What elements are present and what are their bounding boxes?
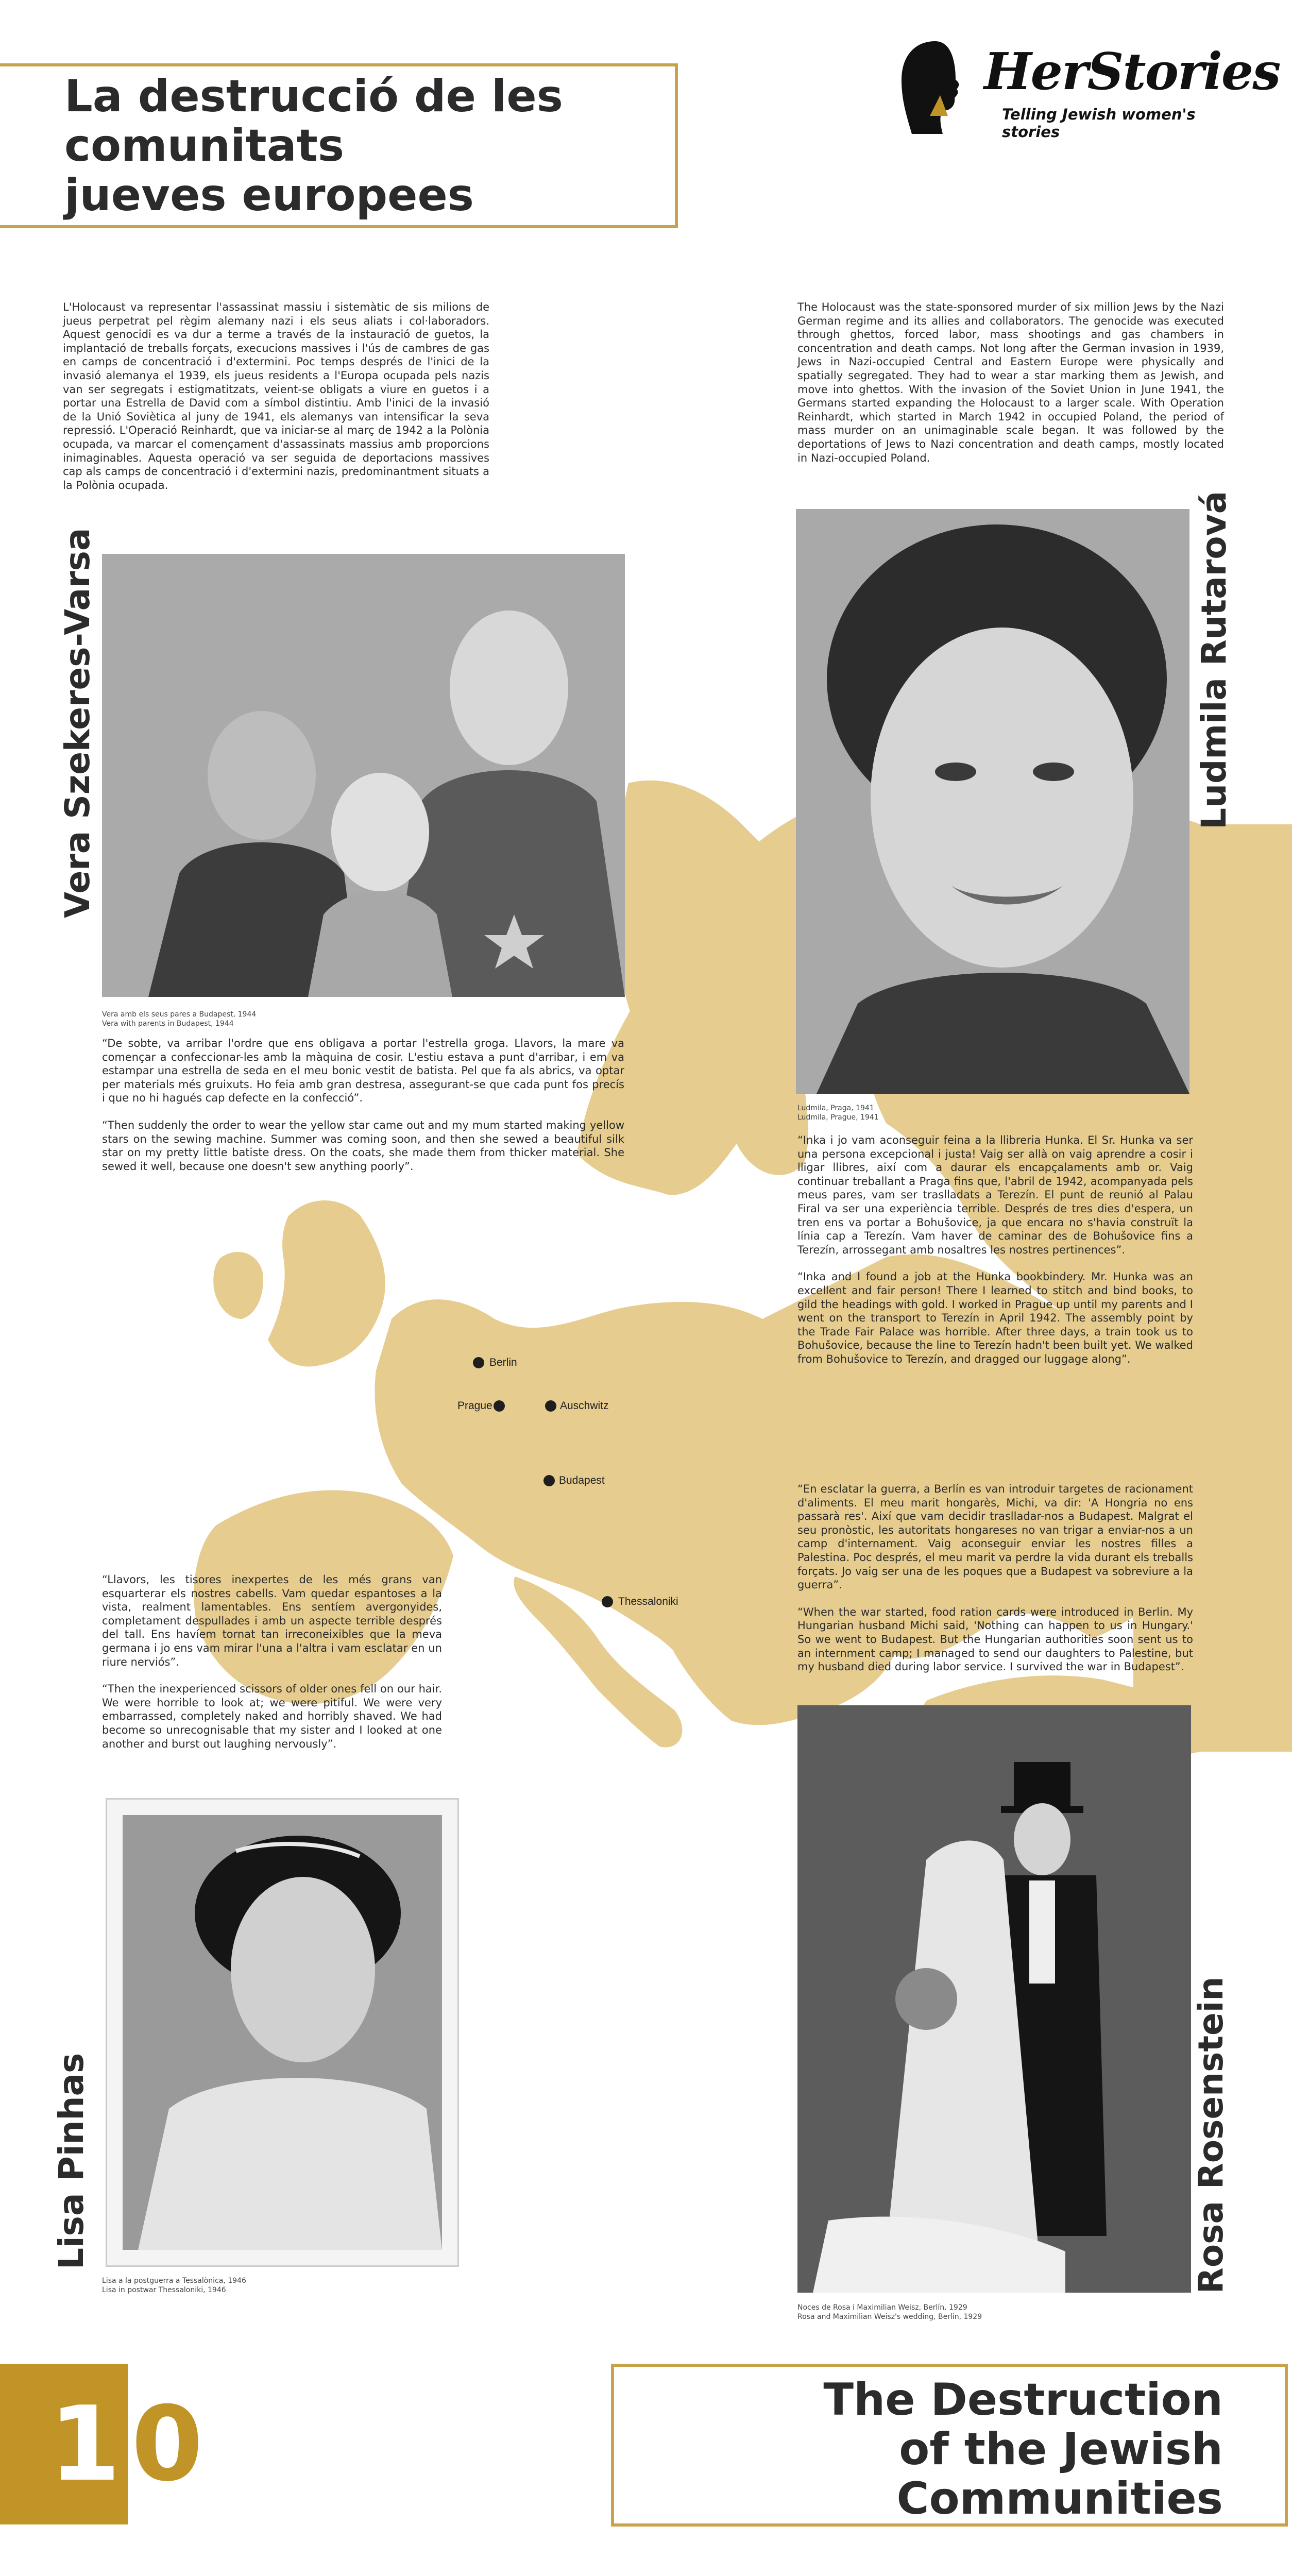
quote-ca: “Llavors, les tisores inexpertes de les més grans van esquarterar els nostres cabells. Vam quedar espantoses a la vista, realment lamentables. Ens sentíem avergonyides, completament despullades i amb un aspecte terrible després del tall. Ens havíem tornat tan irreconeixibles que la meva germana i jo ens vam mirar l'una a l'altra i vam esclatar en un riure nerviós”. <box>102 1573 442 1668</box>
city-label-berlin: Berlin <box>489 1357 517 1368</box>
logo-name: HerStories <box>984 42 1280 101</box>
city-label-thessaloniki: Thessaloniki <box>618 1596 678 1607</box>
title-en-line: The Destruction <box>823 2374 1223 2426</box>
woman-profile-icon <box>899 39 971 134</box>
title-ca-line: La destrucció de les <box>64 71 563 122</box>
rosa-quotes <box>797 1482 1193 1687</box>
map-britain <box>268 1200 385 1367</box>
city-dot-berlin <box>473 1357 484 1368</box>
lisa-name: Lisa Pinhas <box>52 2053 91 2269</box>
city-dot-thessaloniki <box>602 1596 613 1607</box>
city-label-budapest: Budapest <box>559 1475 605 1486</box>
city-dot-prague <box>494 1400 505 1412</box>
page-number-digit-1: 1 <box>49 2384 121 2504</box>
map-ireland <box>213 1252 263 1319</box>
lisa-quotes <box>102 1573 442 1764</box>
quote-en: “Then the inexperienced scissors of older ones fell on our hair. We were horrible to look at; we were pitiful. We were very embarrassed, completely naked and horribly shaved. We had become so unrecognisable that my sister and I looked at one another and burst out laughing nervously”. <box>102 1683 442 1750</box>
city-dot-auschwitz <box>545 1400 556 1412</box>
title-ca-line: jueves europees <box>64 170 474 221</box>
quote-en: “Inka and I found a job at the Hunka bookbindery. Mr. Hunka was an excellent and fair person! There I learned to stitch and bind books, to gild the headings with gold. I worked in Prague up until my parents and I went on the transport to Terezín in April 1942. The assembly point by the Trade Fair Palace was horrible. After three days, a train took us to Bohušovice, because the line to Terezín hadn't been built yet. We walked from Bohušovice to Terezín, and dragged our luggage along”. <box>797 1270 1193 1365</box>
ludmila-name: Ludmila Rutarová <box>1194 490 1234 829</box>
caption-ca: Vera amb els seus pares a Budapest, 1944 <box>102 1010 257 1019</box>
lisa-caption <box>102 2276 463 2295</box>
caption-ca: Lisa a la postguerra a Tessalònica, 1946 <box>102 2277 246 2285</box>
ludmila-caption <box>797 1104 1189 1122</box>
page-title-en <box>823 2375 1223 2523</box>
city-dot-budapest <box>543 1475 555 1486</box>
rosa-name: Rosa Rosenstein <box>1191 1976 1231 2294</box>
english-title-box <box>611 2364 1288 2527</box>
quote-ca: “En esclatar la guerra, a Berlín es van introduir targetes de racionament d'aliments. El meu marit hongarès, Michi, va dir: 'A Hongria no ens passarà res'. Així que vam decidir traslladar-nos a Budapest. Malgrat el seu pronòstic, les autoritats hongareses no van trigar a enviar-nos a un camp d'internament. Vaig aconseguir enviar les nostres filles a Palestina. Poc després, el meu marit va perdre la vida durant els treballs forçats. Jo vaig ser una de les poques que a Budapest va sobreviure a la guerra”. <box>797 1483 1193 1591</box>
vera-quotes <box>102 1037 624 1187</box>
caption-ca: Noces de Rosa i Maximilian Weisz, Berlín, 1929 <box>797 2303 967 2312</box>
logo-tagline: Telling Jewish women's stories <box>1002 106 1196 141</box>
vera-family-photo <box>102 554 625 997</box>
page-number-digit-2: 0 <box>131 2384 203 2504</box>
intro-ca: L'Holocaust va representar l'assassinat massiu i sistemàtic de sis milions de jueus perpetrat pel règim alemany nazi i els seus aliats i col·laboradors. Aquest genocidi es va dur a terme a través de la instauració de guetos, la implantació de treballs forçats, execucions massives i l'ús de cambres de gas en camps de concentració i d'extermini. Poc temps després de l'inici de la invasió alemanya el 1939, els jueus residents a l'Europa ocupada pels nazis van ser segregats i estigmatitzats, veient-se obligats a viure en guetos i a portar una Estrella de David com a símbol distintiu. Amb l'inici de la invasió de la Unió Soviètica al juny de 1941, els alemanys van intensificar la seva repressió. L'Operació Reinhardt, que va iniciar-se al març de 1942 a la Polònia ocupada, va marcar el començament d'assassinats massius amb proporcions inimaginables. Aquesta operació va ser seguida de deportacions massives cap als camps de concentració i d'extermini nazis, predominantment situats a la Polònia ocupada. <box>63 301 489 492</box>
caption-en: Ludmila, Prague, 1941 <box>797 1113 879 1122</box>
vera-caption <box>102 1010 514 1028</box>
catalan-title-box <box>0 63 678 228</box>
caption-ca: Ludmila, Praga, 1941 <box>797 1104 874 1112</box>
caption-en: Rosa and Maximilian Weisz's wedding, Berlin, 1929 <box>797 2313 982 2321</box>
quote-en: “When the war started, food ration cards were introduced in Berlin. My Hungarian husband Michi said, 'Nothing can happen to us in Hungary.' So we went to Budapest. But the Hungarian authorities soon sent us to an internment camp; I managed to send our daughters to Palestine, but my husband died during labor service. I survived the war in Budapest”. <box>797 1605 1193 1673</box>
page-title-ca <box>64 72 563 220</box>
intro-en: The Holocaust was the state-sponsored murder of six million Jews by the Nazi German regime and its allies and collaborators. The genocide was executed through ghettos, forced labor, mass shootings and gas chambers in concentration and death camps. Not long after the German invasion in 1939, Jews in Nazi-occupied Central and Eastern Europe were physically and spatially segregated. They had to wear a star marking them as Jewish, and move into ghettos. With the invasion of the Soviet Union in June 1941, the Germans started expanding the Holocaust to a larger scale. With Operation Reinhardt, which started in March 1942 in occupied Poland, the period of mass murder on an unimaginable scale began. It was followed by the deportations of Jews to Nazi concentration and death camps, mostly located in Nazi-occupied Poland. <box>797 301 1224 464</box>
vera-name: Vera Szekeres-Varsa <box>58 528 97 918</box>
city-label-auschwitz: Auschwitz <box>560 1400 609 1412</box>
quote-ca: “De sobte, va arribar l'ordre que ens obligava a portar l'estrella groga. Llavors, la mare va començar a confeccionar-les amb la màquina de cosir. L'estiu estava a punt d'arribar, i em va estampar una estrella de seda en el meu bonic vestit de batista. Pel que fa als abrics, va optar per materials més gruixuts. Ho feia amb gran destresa, assegurant-se que cada punt fos precís i que no hi hagués cap defecte en la confecció”. <box>102 1037 624 1105</box>
ludmila-quotes <box>797 1133 1193 1380</box>
quote-ca: “Inka i jo vam aconseguir feina a la llibreria Hunka. El Sr. Hunka va ser una persona excepcional i justa! Vaig ser allà on vaig aprendre a cosir i lligar llibres, així com a daurar els encapçalaments amb or. Vaig continuar treballant a Praga fins que, l'abril de 1942, acompanyada pels meus pares, vam ser traslladats a Terezín. El punt de reunió al Palau Firal va ser una experiència terrible. Després de tres dies d'espera, un tren ens va portar a Bohušovice, ja que encara no s'havia construït la línia cap a Terezín. Vam haver de caminar des de Bohušovice fins a Terezín, arrossegant amb nosaltres les nostres pertinences”. <box>797 1134 1193 1256</box>
herstories-logo <box>899 39 1280 142</box>
title-en-line: of the Jewish <box>899 2424 1223 2475</box>
ludmila-portrait-photo <box>796 509 1189 1094</box>
caption-en: Vera with parents in Budapest, 1944 <box>102 1020 234 1028</box>
title-ca-line: comunitats <box>64 120 345 172</box>
rosa-wedding-photo <box>797 1705 1191 2293</box>
title-en-line: Communities <box>896 2473 1223 2524</box>
caption-en: Lisa in postwar Thessaloniki, 1946 <box>102 2286 226 2294</box>
lisa-portrait-photo <box>106 1798 459 2267</box>
city-label-prague: Prague <box>457 1400 492 1412</box>
quote-en: “Then suddenly the order to wear the yellow star came out and my mum started making yellow stars on the sewing machine. Summer was coming soon, and then she sewed a beautiful silk star on my pretty little batiste dress. On the coats, she made them from thicker material. She sewed it well, because one doesn't sew anything poorly”. <box>102 1118 624 1173</box>
rosa-caption <box>797 2303 1189 2321</box>
